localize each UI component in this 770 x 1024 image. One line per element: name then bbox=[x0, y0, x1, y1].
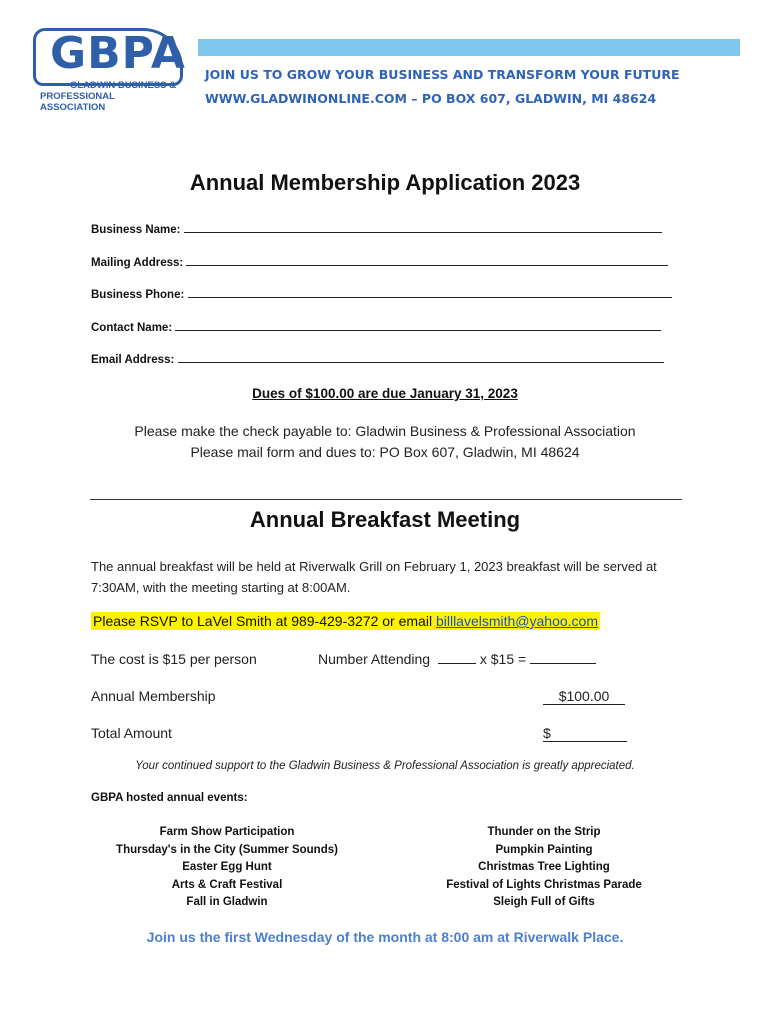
total-prefix: $ bbox=[543, 725, 551, 741]
attending-multiplier: x $15 = bbox=[479, 651, 527, 667]
event-item: Farm Show Participation bbox=[159, 826, 295, 838]
event-item: Thunder on the Strip bbox=[487, 826, 601, 838]
event-item: Pumpkin Painting bbox=[495, 843, 593, 856]
email-address-label: Email Address: bbox=[91, 354, 175, 366]
header-banner bbox=[198, 39, 740, 56]
logo-sub-line1: GLADWIN BUSINESS & bbox=[69, 80, 176, 91]
mailing-address-field[interactable] bbox=[91, 255, 668, 269]
dues-notice: Dues of $100.00 are due January 31, 2023 bbox=[252, 386, 518, 401]
header-tagline: JOIN US TO GROW YOUR BUSINESS AND TRANSFORM YOUR FUTURE bbox=[205, 67, 680, 82]
rsvp-email-link[interactable]: billlavelsmith@yahoo.com bbox=[435, 613, 599, 629]
event-item: Arts & Craft Festival bbox=[171, 878, 283, 891]
logo-gbpa: GBPA bbox=[50, 28, 186, 79]
appreciation-note: Your continued support to the Gladwin Business & Professional Association is greatly appreciated. bbox=[135, 760, 635, 772]
email-address-field[interactable] bbox=[91, 352, 664, 366]
event-item: Fall in Gladwin bbox=[186, 896, 268, 908]
logo-subtitle bbox=[40, 80, 176, 113]
mailing-address-label: Mailing Address: bbox=[91, 257, 184, 269]
mail-note: Please mail form and dues to: PO Box 607, Gladwin, MI 48624 bbox=[190, 444, 580, 460]
mailing-address-line[interactable] bbox=[186, 255, 668, 266]
breakfast-title: Annual Breakfast Meeting bbox=[249, 507, 521, 532]
rsvp-line bbox=[91, 612, 600, 630]
email-address-line[interactable] bbox=[178, 352, 664, 363]
business-phone-line[interactable] bbox=[188, 287, 672, 298]
events-right-column bbox=[420, 824, 668, 912]
attending-label: Number Attending bbox=[318, 651, 431, 667]
attending-count-line[interactable] bbox=[438, 651, 476, 664]
business-name-label: Business Name: bbox=[91, 224, 181, 236]
event-item: Festival of Lights Christmas Parade bbox=[446, 878, 642, 891]
rsvp-text: Please RSVP to LaVel Smith at 989-429-3272 or email bbox=[93, 613, 436, 629]
breakfast-description: The annual breakfast will be held at Riverwalk Grill on February 1, 2023 breakfast will be served at 7:30AM, with the meeting starting at 8:00AM. bbox=[91, 559, 657, 595]
business-name-field[interactable] bbox=[91, 222, 662, 236]
event-item: Thursday's in the City (Summer Sounds) bbox=[116, 843, 338, 856]
total-label: Total Amount bbox=[91, 725, 172, 741]
contact-name-field[interactable] bbox=[91, 320, 661, 334]
section-divider bbox=[90, 499, 682, 500]
attending-total-line[interactable] bbox=[530, 651, 596, 664]
event-item: Easter Egg Hunt bbox=[182, 861, 272, 873]
event-item: Christmas Tree Lighting bbox=[478, 861, 610, 873]
payable-note: Please make the check payable to: Gladwin Business & Professional Association bbox=[134, 423, 636, 439]
header-contact: WWW.GLADWINONLINE.COM – PO BOX 607, GLADWIN, MI 48624 bbox=[205, 91, 657, 106]
business-phone-field[interactable] bbox=[91, 287, 672, 301]
cost-label: The cost is $15 per person bbox=[91, 651, 257, 667]
membership-value: $100.00 bbox=[543, 688, 625, 705]
application-title: Annual Membership Application 2023 bbox=[189, 170, 581, 195]
events-left-column bbox=[96, 824, 358, 912]
business-name-line[interactable] bbox=[184, 222, 662, 233]
logo-sub-line2: PROFESSIONAL ASSOCIATION bbox=[40, 91, 115, 113]
events-heading: GBPA hosted annual events: bbox=[91, 792, 248, 804]
membership-label: Annual Membership bbox=[91, 688, 216, 704]
total-value-line[interactable] bbox=[543, 725, 627, 742]
contact-name-label: Contact Name: bbox=[91, 322, 173, 334]
contact-name-line[interactable] bbox=[175, 320, 661, 331]
business-phone-label: Business Phone: bbox=[91, 289, 185, 301]
footer-invitation: Join us the first Wednesday of the month at 8:00 am at Riverwalk Place. bbox=[146, 929, 624, 945]
attending-row bbox=[318, 651, 596, 667]
event-item: Sleigh Full of Gifts bbox=[493, 896, 595, 908]
